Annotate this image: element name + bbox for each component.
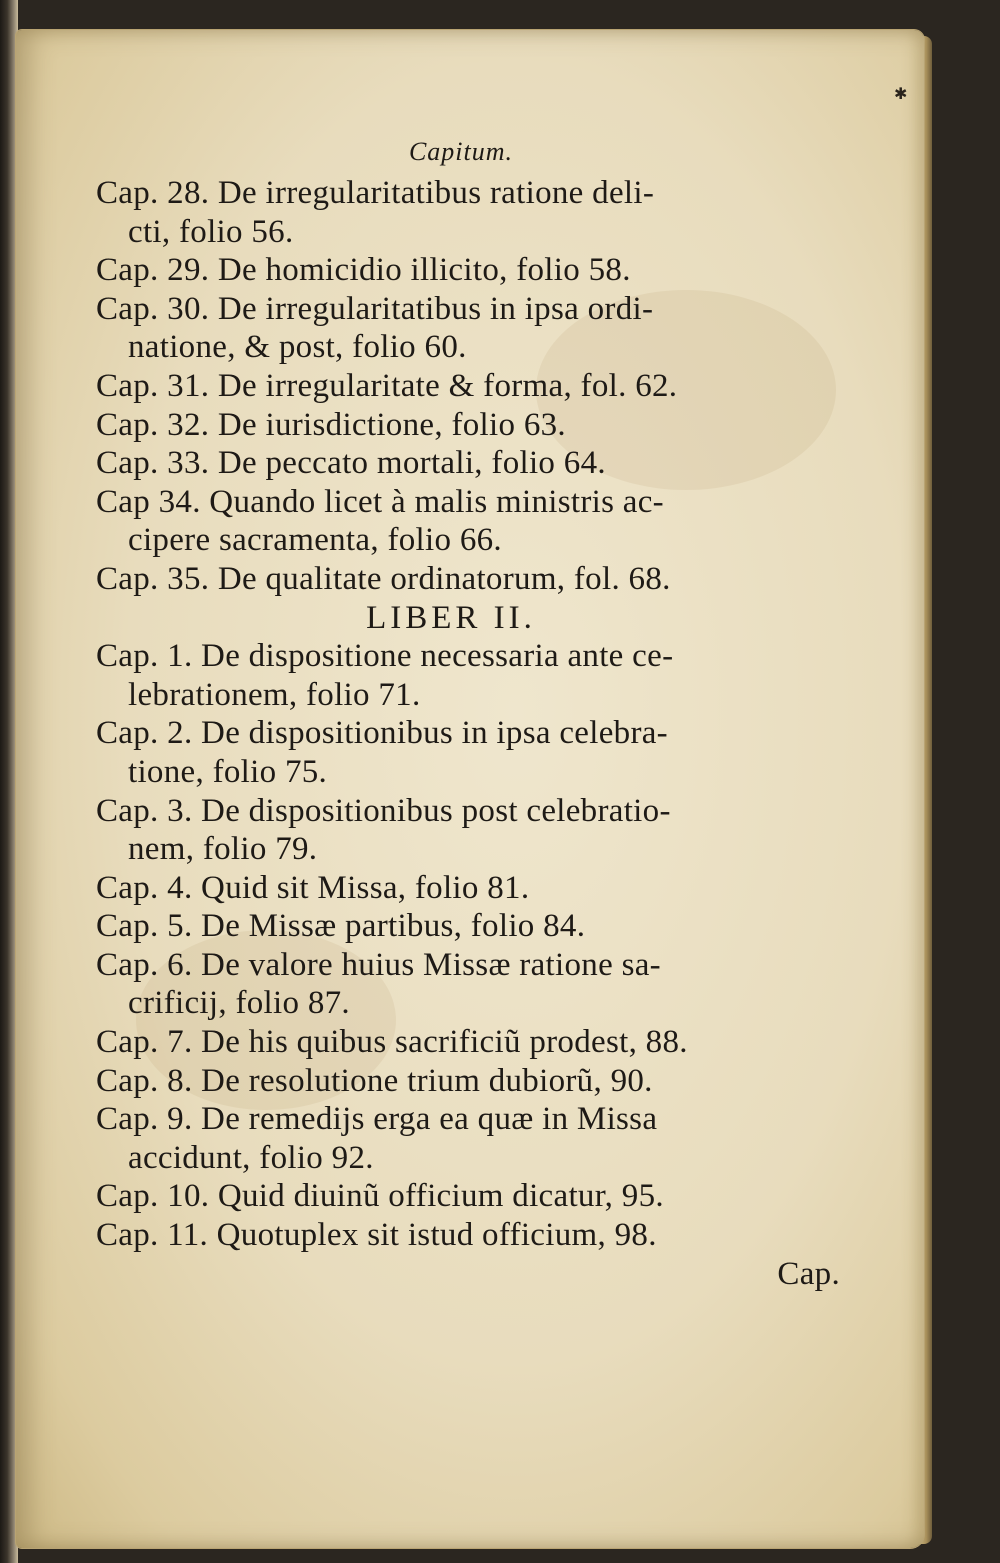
toc-line: cipere sacramenta, folio 66. <box>128 522 502 559</box>
section-heading: LIBER II. <box>366 599 536 636</box>
toc-line: nem, folio 79. <box>128 831 318 868</box>
catchword: Cap. <box>777 1255 840 1292</box>
running-header: Capitum. <box>408 137 514 166</box>
toc-line: Cap. 35. De qualitate ordinatorum, fol. 68. <box>96 560 671 597</box>
toc-line: Cap. 9. De remedijs erga ea quæ in Missa <box>96 1101 658 1138</box>
toc-line: cti, folio 56. <box>128 213 294 250</box>
toc-line: Cap. 31. De irregularitate & forma, fol. 62. <box>96 367 678 404</box>
toc-line: Cap. 32. De iurisdictione, folio 63. <box>96 406 566 443</box>
toc-line: Cap. 7. De his quibus sacrificiũ prodest, 88. <box>96 1024 688 1061</box>
chapter-list-liber-1 <box>96 174 776 599</box>
toc-line: Cap. 5. De Missæ partibus, folio 84. <box>96 908 586 945</box>
toc-line: tione, folio 75. <box>128 753 328 790</box>
toc-line: Cap. 3. De dispositionibus post celebratio- <box>96 792 671 829</box>
toc-line: Cap. 29. De homicidio illicito, folio 58. <box>96 252 631 289</box>
toc-line: Cap. 33. De peccato mortali, folio 64. <box>96 445 606 482</box>
toc-line: Cap. 30. De irregularitatibus in ipsa ordi- <box>96 290 654 327</box>
toc-line: Cap. 2. De dispositionibus in ipsa celebra- <box>96 715 668 752</box>
toc-line: Cap. 10. Quid diuinũ officium dicatur, 95. <box>96 1178 664 1215</box>
toc-line: Cap. 6. De valore huius Missæ ratione sa- <box>96 946 661 983</box>
toc-line: Cap. 1. De dispositione necessaria ante ce- <box>96 638 674 675</box>
toc-line: Cap. 11. Quotuplex sit istud officium, 98. <box>96 1217 657 1254</box>
toc-line: Cap. 8. De resolutione trium dubiorũ, 90. <box>96 1062 653 1099</box>
toc-line: Cap. 4. Quid sit Missa, folio 81. <box>96 869 530 906</box>
ornament-mark: ✱ <box>894 84 908 103</box>
toc-line: Cap 34. Quando licet à malis ministris ac- <box>96 483 664 520</box>
toc-line: lebrationem, folio 71. <box>128 676 421 713</box>
toc-line: crificij, folio 87. <box>128 985 350 1022</box>
table-of-contents <box>96 130 840 1293</box>
toc-line: Cap. 28. De irregularitatibus ratione deli- <box>96 175 655 211</box>
toc-line: accidunt, folio 92. <box>128 1139 374 1176</box>
toc-line: natione, & post, folio 60. <box>128 329 467 366</box>
chapter-list-liber-2 <box>96 637 776 1255</box>
